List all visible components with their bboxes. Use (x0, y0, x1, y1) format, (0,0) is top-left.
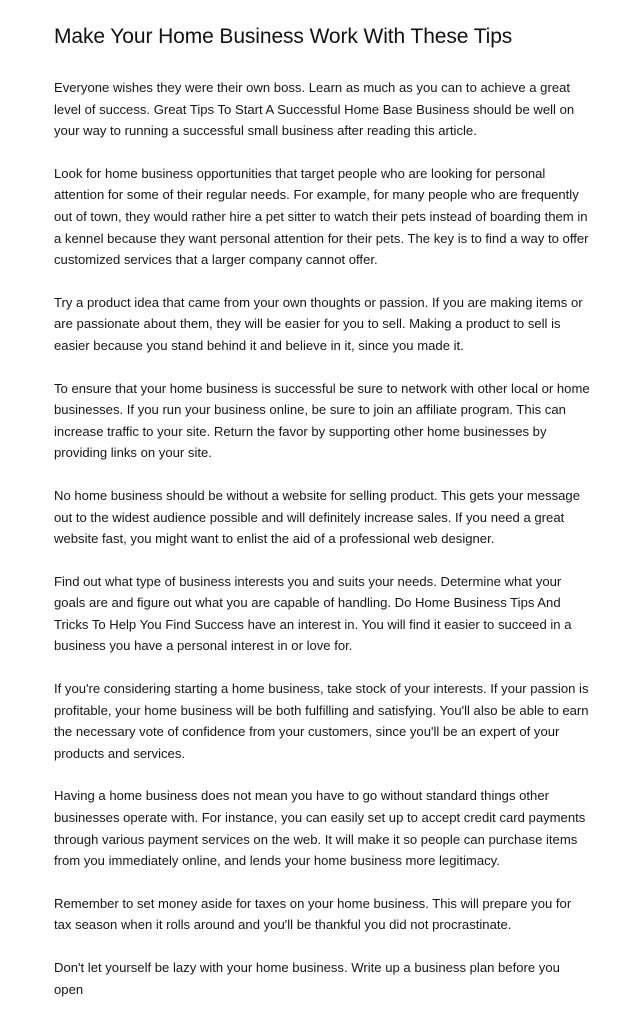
paragraph: No home business should be without a website for selling product. This gets your message out to the widest audience possible and will definitely increase sales. If you need a great website fast, you might want to enlist the aid of a professional web designer. (54, 487, 580, 547)
paragraph: Remember to set money aside for taxes on your home business. This will prepare you for tax season when it rolls around and you'll be thankful you did not procrastinate. (54, 895, 572, 933)
paragraph: Don't let yourself be lazy with your home business. Write up a business plan before you open (54, 960, 560, 997)
paragraph: If you're considering starting a home business, take stock of your interests. If your passion is profitable, your home business will be both fulfilling and satisfying. You'll also be able to earn the necessary vote of confidence from your customers, since you'll be an expert of your products and services. (54, 681, 589, 761)
paragraph: Having a home business does not mean you have to go without standard things other businesses operate with. For instance, you can easily set up to accept credit card payments through various payment services on the web. It will make it so people can purchase items from you immediately online, and lends your home business more legitimacy. (54, 788, 586, 869)
document-page (54, 24, 590, 1021)
paragraph: Everyone wishes they were their own boss. Learn as much as you can to achieve a great level of success. Great Tips To Start A Successful Home Base Business should be well on your way to running a successful small business after reading this article. (54, 80, 575, 139)
document-title: Make Your Home Business Work With These Tips (54, 25, 513, 48)
paragraph: Find out what type of business interests you and suits your needs. Determine what your goals are and figure out what you are capable of handling. Do Home Business Tips And Tricks To Help You Find Success have an interest in. You will find it easier to succeed in a business you have a personal interest in or love for. (54, 573, 572, 654)
paragraph: To ensure that your home business is successful be sure to network with other local or home businesses. If you run your business online, be sure to join an affiliate program. This can increase traffic to your site. Return the favor by supporting other home businesses by providing links on your site. (54, 380, 590, 461)
paragraph: Try a product idea that came from your own thoughts or passion. If you are making items or are passionate about them, they will be easier for you to sell. Making a product to sell is easier because you stand behind it and believe in it, since you made it. (54, 294, 583, 353)
paragraph: Look for home business opportunities that target people who are looking for personal attention for some of their regular needs. For example, for many people who are frequently out of town, they would rather hire a pet sitter to watch their pets instead of boarding them in a kennel because they want personal attention for their pets. The key is to find a way to offer customized services that a larger company cannot offer. (54, 165, 589, 268)
